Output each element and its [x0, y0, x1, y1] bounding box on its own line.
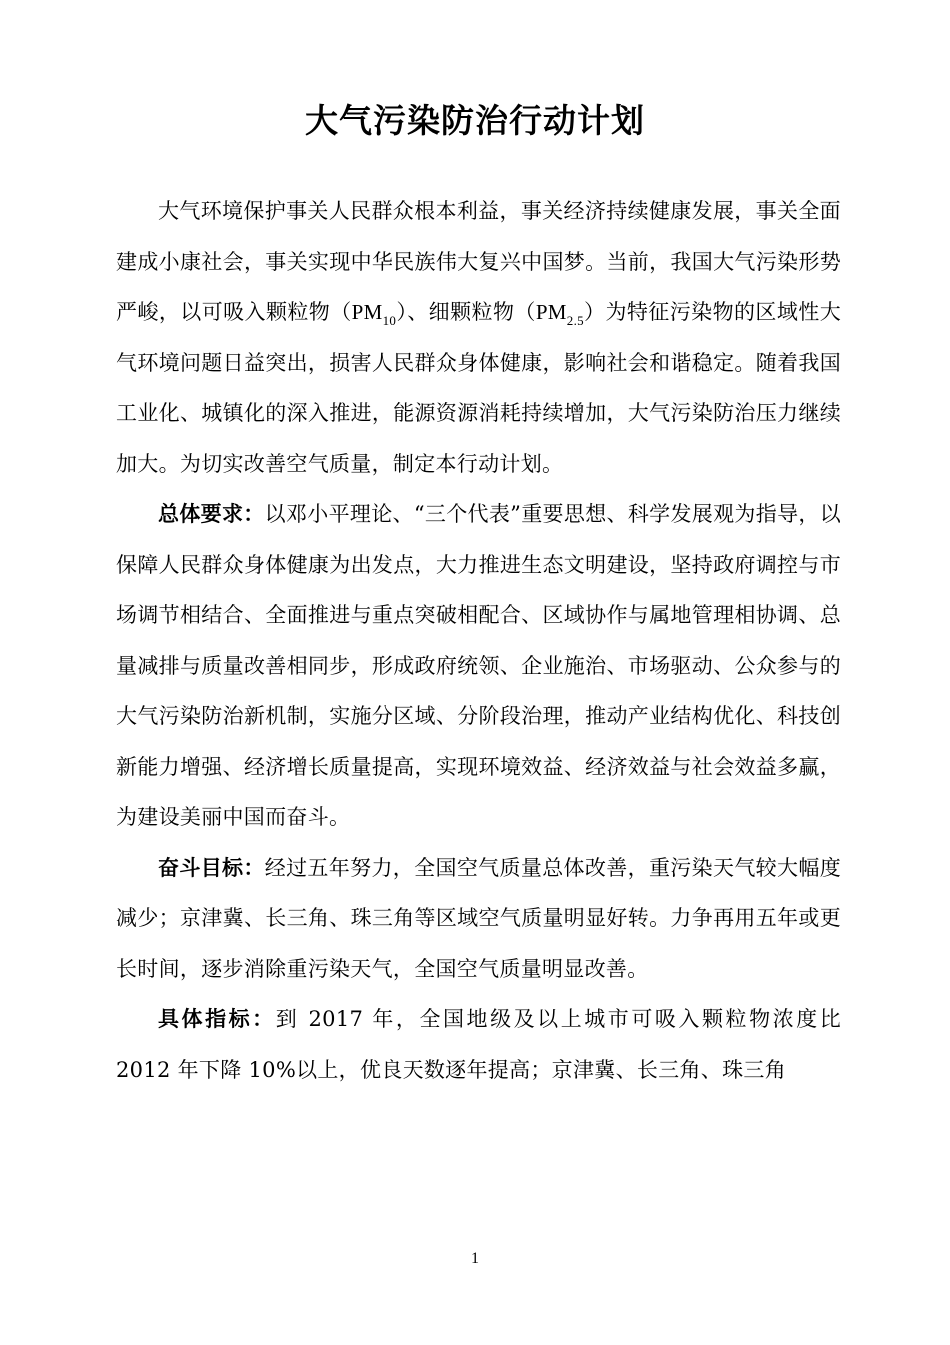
- intro-text-part2: ）、细颗粒物（: [396, 300, 536, 324]
- document-title: 大气污染防治行动计划: [305, 101, 645, 140]
- indicators-text: 到 2017 年，全国地级及以上城市可吸入颗粒物浓度比 2012 年下降 10%以上，优良天数逐年提高；京津冀、长三角、珠三角: [116, 1007, 841, 1082]
- indicators-paragraph: [116, 994, 841, 1095]
- intro-paragraph: [116, 186, 841, 489]
- goals-text: 经过五年努力，全国空气质量总体改善，重污染天气较大幅度减少；京津冀、长三角、珠三角等区域空气质量明显好转。力争再用五年或更长时间，逐步消除重污染天气，全国空气质量明显改善。: [116, 855, 841, 981]
- page-number: 1: [471, 1250, 479, 1267]
- document-body: [116, 186, 841, 1095]
- goals-label: 奋斗目标：: [158, 855, 265, 880]
- pm25-label: PM: [535, 300, 567, 324]
- overall-requirements-label: 总体要求：: [158, 502, 265, 526]
- goals-paragraph: [116, 843, 841, 995]
- indicators-label: 具体指标：: [158, 1007, 276, 1031]
- intro-text-part3: ）为特征污染物的区域性大气环境问题日益突出，损害人民群众身体健康，影响社会和谐稳定。随着我国工业化、城镇化的深入推进，能源资源消耗持续增加，大气污染防治压力继续加大。为切实改善空气质量，制定本行动计划。: [116, 300, 841, 476]
- pm10-label: PM: [351, 300, 383, 324]
- overall-requirements-paragraph: [116, 489, 841, 843]
- intro-text-part1: 大气环境保护事关人民群众根本利益，事关经济持续健康发展，事关全面建成小康社会，事关实现中华民族伟大复兴中国梦。当前，我国大气污染形势严峻，以可吸入颗粒物（: [116, 199, 841, 324]
- pm10-subscript: 10: [382, 313, 397, 328]
- pm25-subscript: 2.5: [566, 313, 584, 328]
- overall-requirements-text: 以邓小平理论、“三个代表”重要思想、科学发展观为指导，以保障人民群众身体健康为出发点，大力推进生态文明建设，坚持政府调控与市场调节相结合、全面推进与重点突破相配合、区域协作与属地管理相协调、总量减排与质量改善相同步，形成政府统领、企业施治、市场驱动、公众参与的大气污染防治新机制，实施分区域、分阶段治理，推动产业结构优化、科技创新能力增强、经济增长质量提高，实现环境效益、经济效益与社会效益多赢，为建设美丽中国而奋斗。: [116, 502, 842, 829]
